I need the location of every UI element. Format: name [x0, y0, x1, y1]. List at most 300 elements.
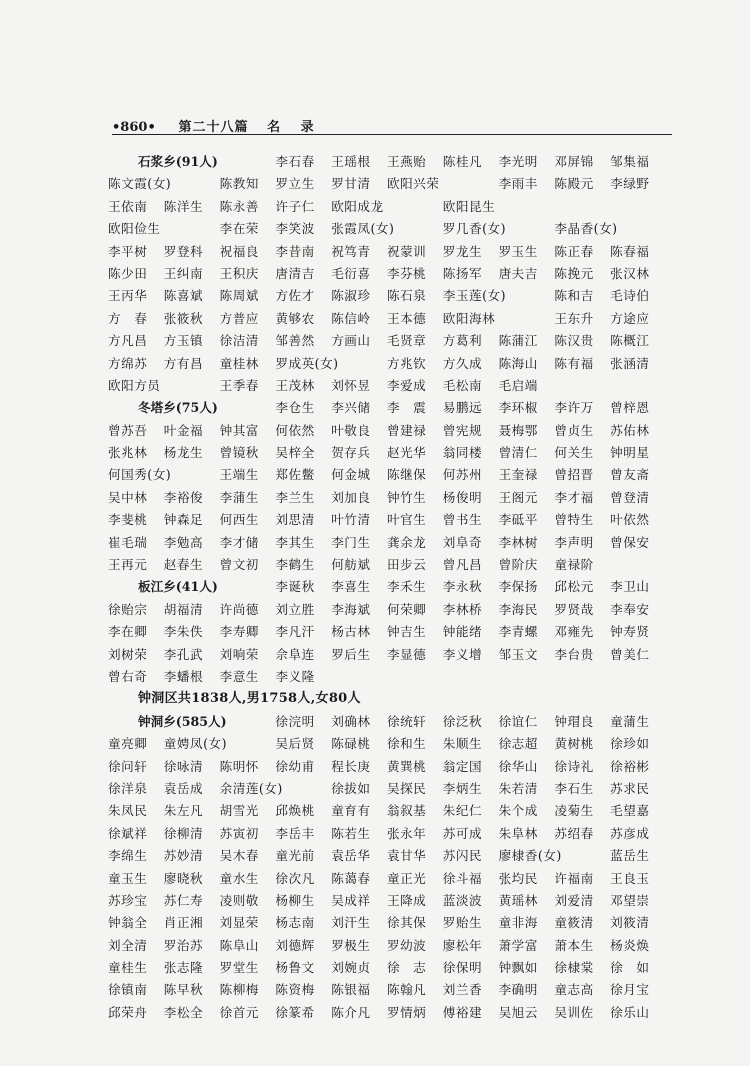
name-row: [108, 464, 678, 486]
person-name: 罗登科: [163, 243, 204, 259]
person-name: 曾登清: [610, 489, 650, 505]
person-name: 钟吉生: [386, 624, 427, 640]
person-name: 陈若生: [331, 825, 371, 841]
person-name: 朱阜林: [498, 825, 538, 841]
person-name: 吴旭云: [498, 1004, 538, 1020]
person-name: 杨柳生: [275, 892, 315, 908]
person-name: 陈石泉: [386, 288, 427, 304]
person-name: 陈汉贵: [554, 333, 594, 349]
person-name: 何国秀(女): [108, 467, 172, 483]
person-name: 黄瑶林: [498, 892, 538, 908]
person-name: 童娉凤(女): [163, 736, 227, 752]
page-header: [112, 116, 672, 135]
person-name: 李松全: [163, 1004, 204, 1020]
person-name: 刘加良: [331, 489, 371, 505]
person-name: 李笑波: [275, 221, 315, 237]
person-name: 邹善然: [275, 333, 315, 349]
person-name: 李砥平: [498, 512, 538, 528]
person-name: 钟寿贤: [610, 624, 650, 640]
person-name: 欧阳方员: [108, 377, 161, 393]
person-name: 陈和吉: [554, 288, 594, 304]
name-row: [108, 375, 678, 397]
person-name: 童筱清: [554, 915, 594, 931]
person-name: 陈银福: [331, 982, 371, 998]
person-name: 黄树桃: [554, 736, 594, 752]
person-name: 徐乐山: [610, 1004, 650, 1020]
person-name: 聂梅鄂: [498, 422, 538, 438]
person-name: 毛贤章: [386, 333, 427, 349]
person-name: 李林树: [498, 534, 538, 550]
person-name: 徐浣明: [275, 713, 315, 729]
person-name: 杨鲁文: [275, 960, 315, 976]
person-name: 童玉生: [108, 870, 148, 886]
township-heading: 板江乡(41人): [138, 579, 218, 595]
person-name: 徐洋泉: [108, 780, 148, 796]
person-name: 徐珍如: [610, 736, 650, 752]
person-name: 刘德辉: [275, 937, 315, 953]
person-name: 易鹏远: [442, 400, 483, 416]
person-name: 曾建禄: [386, 422, 427, 438]
person-name: 罗后生: [331, 646, 371, 662]
person-name: 曾右奇: [108, 668, 148, 684]
name-row: [108, 845, 678, 867]
person-name: 李平树: [108, 243, 148, 259]
person-name: 方绵苏: [108, 355, 148, 371]
person-name: 欧阳兴荣: [386, 176, 440, 192]
person-name: 李朱佚: [163, 624, 204, 640]
person-name: 徐诗礼: [554, 758, 594, 774]
person-name: 何荣卿: [386, 601, 427, 617]
person-name: 方 春: [108, 310, 148, 326]
person-name: 罗成英(女): [275, 355, 339, 371]
person-name: 李昔南: [275, 243, 315, 259]
person-name: 罗幼波: [386, 937, 427, 953]
person-name: 苏求民: [610, 780, 650, 796]
person-name: 罗堂生: [219, 960, 259, 976]
person-name: 童正光: [386, 870, 427, 886]
person-name: 陈殿元: [554, 176, 594, 192]
person-name: 朱左凡: [163, 803, 204, 819]
person-name: 欧阳昆生: [442, 198, 496, 214]
person-name: 钟其富: [219, 422, 259, 438]
person-name: 欧阳海林: [442, 310, 496, 326]
person-name: 吴成祥: [331, 892, 371, 908]
person-name: 李奉安: [610, 601, 650, 617]
person-name: 凌菊生: [554, 803, 594, 819]
person-name: 许子仁: [275, 198, 315, 214]
person-name: 陈阜山: [219, 937, 259, 953]
person-name: 毛衍喜: [331, 265, 371, 281]
person-name: 邹集福: [610, 154, 650, 169]
person-name: 曾招晋: [554, 467, 594, 483]
person-name: 李芬桃: [386, 265, 427, 281]
name-row: [108, 285, 678, 307]
person-name: 李显德: [386, 646, 427, 662]
person-name: 徐华山: [498, 758, 538, 774]
person-name: 祝福良: [219, 243, 259, 259]
person-name: 李晶香(女): [554, 221, 618, 237]
person-name: 王端生: [219, 467, 259, 483]
person-name: 王积庆: [219, 265, 259, 281]
person-name: 毛松南: [442, 377, 483, 393]
person-name: 佘阜连: [275, 646, 315, 662]
person-name: 陈永善: [219, 198, 259, 214]
person-name: 胡福清: [163, 601, 204, 617]
person-name: 唐清吉: [275, 265, 315, 281]
person-name: 萧学富: [498, 937, 538, 953]
person-name: 胡雪光: [219, 803, 259, 819]
person-name: 童水生: [219, 870, 259, 886]
person-name: 李勉高: [163, 534, 204, 550]
person-name: 方葛利: [442, 333, 483, 349]
person-name: 罗极生: [331, 937, 371, 953]
name-row: [108, 442, 678, 464]
person-name: 何依然: [275, 422, 315, 438]
person-name: 徐斗福: [442, 870, 483, 886]
person-name: 曾凡昌: [442, 557, 483, 573]
person-name: 李裕俊: [163, 489, 204, 505]
person-name: 陈正春: [554, 243, 594, 259]
person-name: 袁岳成: [163, 780, 204, 796]
person-name: 翁叙基: [386, 803, 427, 819]
person-name: 钟明星: [610, 445, 650, 461]
person-name: 曾苏吾: [108, 422, 148, 438]
person-name: 朱若清: [498, 780, 538, 796]
person-name: 张兆林: [108, 445, 148, 461]
person-name: 李石春: [275, 154, 315, 169]
person-name: 童桂林: [219, 355, 259, 371]
person-name: 袁岳华: [331, 848, 371, 864]
name-row: [108, 576, 678, 598]
person-name: 王奎禄: [498, 467, 538, 483]
person-name: 罗几香(女): [442, 221, 506, 237]
person-name: 李禾生: [386, 579, 427, 595]
person-name: 童育有: [331, 803, 371, 819]
person-name: 徐柳清: [163, 825, 204, 841]
person-name: 龚余龙: [386, 534, 427, 550]
person-name: 徐次凡: [275, 870, 315, 886]
name-row: [108, 800, 678, 822]
person-name: 何西生: [219, 512, 259, 528]
person-name: 王降成: [386, 892, 427, 908]
person-name: 苏妙清: [163, 848, 204, 864]
person-name: 徐篆希: [275, 1004, 315, 1020]
person-name: 苏彦成: [610, 825, 650, 841]
person-name: 贺存兵: [331, 445, 371, 461]
person-name: 李炳生: [442, 780, 483, 796]
person-name: 邱松元: [554, 579, 594, 595]
person-name: 徐和生: [386, 736, 427, 752]
person-name: 方久成: [442, 355, 483, 371]
person-name: 刘立胜: [275, 601, 315, 617]
person-name: 曾梓恩: [610, 400, 650, 416]
person-name: 方玉镇: [163, 333, 204, 349]
person-name: 苏珍宝: [108, 892, 148, 908]
person-name: 李凡汗: [275, 624, 315, 640]
person-name: 王瑶根: [331, 154, 371, 169]
person-name: 杨俊明: [442, 489, 483, 505]
person-name: 陈信岭: [331, 310, 371, 326]
person-name: 张永年: [386, 825, 427, 841]
section-title: 名 录: [267, 120, 322, 135]
name-row: [108, 241, 678, 263]
person-name: 刘汗生: [331, 915, 371, 931]
person-name: 方画山: [331, 333, 371, 349]
name-row: [108, 487, 678, 509]
person-name: 许尚德: [219, 601, 259, 617]
person-name: 李环椒: [498, 400, 538, 416]
person-name: 王本德: [386, 310, 427, 326]
person-name: 李雨丰: [498, 176, 538, 192]
person-name: 毛启端: [498, 377, 538, 393]
person-name: 罗情炳: [386, 1004, 427, 1020]
person-name: 钟飘如: [498, 960, 538, 976]
name-row: [108, 979, 678, 1001]
person-name: 李蟠根: [163, 668, 204, 684]
person-name: 吴中林: [108, 489, 148, 505]
person-name: 苏可成: [442, 825, 483, 841]
person-name: 李意生: [219, 668, 259, 684]
name-row: [108, 756, 678, 778]
person-name: 凌则敬: [219, 892, 259, 908]
name-row: [108, 957, 678, 979]
person-name: 吴训佐: [554, 1004, 594, 1020]
person-name: 曾贞生: [554, 422, 594, 438]
person-name: 陈柳梅: [219, 982, 259, 998]
person-name: 祝蒙训: [386, 243, 427, 259]
person-name: 叶依然: [610, 512, 650, 528]
person-name: 罗玉生: [498, 243, 538, 259]
person-name: 陈少田: [108, 265, 148, 281]
person-name: 方兆钦: [386, 355, 427, 371]
person-name: 叶敬良: [331, 422, 371, 438]
person-name: 陈淑珍: [331, 288, 371, 304]
person-name: 刘思清: [275, 512, 315, 528]
person-name: 叶金福: [163, 422, 204, 438]
name-row: [108, 532, 678, 554]
township-heading: 钟洞乡(585人): [138, 713, 227, 729]
person-name: 徐谊仁: [498, 713, 538, 729]
person-name: 罗贤哉: [554, 601, 594, 617]
person-name: 叶竹清: [331, 512, 371, 528]
person-name: 苏仁寿: [163, 892, 204, 908]
name-row: [108, 330, 678, 352]
person-name: 翁定国: [442, 758, 483, 774]
name-row: [108, 397, 678, 419]
person-name: 刘怀昱: [331, 377, 371, 393]
name-row: [108, 509, 678, 531]
person-name: 吴木春: [219, 848, 259, 864]
name-row: [108, 778, 678, 800]
person-name: 赵春生: [163, 557, 204, 573]
person-name: 徐裕彬: [610, 758, 650, 774]
person-name: 陈翰凡: [386, 982, 427, 998]
person-name: 李海民: [498, 601, 538, 617]
person-name: 廖松年: [442, 937, 483, 953]
person-name: 李蒲生: [219, 489, 259, 505]
person-name: 曾特生: [554, 512, 594, 528]
person-name: 毛诗伯: [610, 288, 650, 304]
person-name: 徐首元: [219, 1004, 259, 1020]
person-name: 徐月宝: [610, 982, 650, 998]
person-name: 蓝淡波: [442, 892, 483, 908]
person-name: 童非海: [498, 915, 538, 931]
person-name: 李保扬: [498, 579, 538, 595]
person-name: 陈碌桃: [331, 736, 371, 752]
person-name: 李青螺: [498, 624, 538, 640]
person-name: 张涵清: [610, 355, 650, 371]
person-name: 邓屏锦: [554, 154, 594, 169]
name-row: [108, 912, 678, 934]
person-name: 李才福: [554, 489, 594, 505]
person-name: 罗贻生: [442, 915, 483, 931]
name-row: [108, 733, 678, 755]
person-name: 陈桂凡: [442, 154, 483, 169]
person-name: 苏寅初: [219, 825, 259, 841]
person-name: 张霞凤(女): [331, 221, 395, 237]
person-name: 曾美仁: [610, 646, 650, 662]
person-name: 程长庚: [331, 758, 371, 774]
name-list: [108, 151, 678, 1024]
person-name: 王再元: [108, 557, 148, 573]
person-name: 陈扬军: [442, 265, 483, 281]
person-name: 陈教知: [219, 176, 259, 192]
person-name: 邹玉文: [498, 646, 538, 662]
person-name: 徐 志: [386, 960, 427, 976]
person-name: 李鹤生: [275, 557, 315, 573]
person-name: 萧本生: [554, 937, 594, 953]
person-name: 徐 如: [610, 960, 650, 976]
person-name: 李喜生: [331, 579, 371, 595]
person-name: 王依南: [108, 198, 148, 214]
person-name: 刘显荣: [219, 915, 259, 931]
name-row: [108, 890, 678, 912]
person-name: 陈介凡: [331, 1004, 371, 1020]
person-name: 朱个成: [498, 803, 538, 819]
person-name: 苏绍春: [554, 825, 594, 841]
person-name: 李义增: [442, 646, 483, 662]
name-row: [108, 263, 678, 285]
person-name: 苏闪民: [442, 848, 483, 864]
person-name: 钟瑁良: [554, 713, 594, 729]
person-name: 王丙华: [108, 288, 148, 304]
person-name: 徐统轩: [386, 713, 427, 729]
person-name: 欧阳俭生: [108, 221, 161, 237]
district-summary: 钟洞区共1838人,男1758人,女80人: [138, 691, 361, 707]
name-row: [108, 711, 678, 733]
person-name: 张均民: [498, 870, 538, 886]
person-name: 刘筱清: [610, 915, 650, 931]
person-name: 曾书生: [442, 512, 483, 528]
township-heading: 冬塔乡(75人): [138, 400, 218, 416]
person-name: 袁甘华: [386, 848, 427, 864]
person-name: 陈概江: [610, 333, 650, 349]
person-name: 钟森足: [163, 512, 204, 528]
person-name: 廖晓秋: [163, 870, 204, 886]
person-name: 王东升: [554, 310, 594, 326]
person-name: 陈蔼春: [331, 870, 371, 886]
person-name: 李 震: [386, 400, 427, 416]
person-name: 刘爱清: [554, 892, 594, 908]
person-name: 曾文初: [219, 557, 259, 573]
person-name: 朱顺生: [442, 736, 483, 752]
name-row: [108, 1002, 678, 1024]
person-name: 陈海山: [498, 355, 538, 371]
person-name: 罗立生: [275, 176, 315, 192]
name-row: [108, 196, 678, 218]
person-name: 徐洁清: [219, 333, 259, 349]
person-name: 陈洋生: [163, 198, 204, 214]
person-name: 邓雍先: [554, 624, 594, 640]
person-name: 李在卿: [108, 624, 148, 640]
person-name: 李在荣: [219, 221, 259, 237]
person-name: 邓望崇: [610, 892, 650, 908]
section-label: 第二十八篇: [178, 120, 249, 135]
person-name: 傅裕建: [442, 1004, 483, 1020]
person-name: 徐斌祥: [108, 825, 148, 841]
person-name: 何苏州: [442, 467, 483, 483]
name-row: [108, 599, 678, 621]
person-name: 童亮卿: [108, 736, 148, 752]
person-name: 李斐桃: [108, 512, 148, 528]
person-name: 张志隆: [163, 960, 204, 976]
person-name: 罗治苏: [163, 937, 204, 953]
person-name: 李确明: [498, 982, 538, 998]
person-name: 罗龙生: [442, 243, 483, 259]
person-name: 毛望嘉: [610, 803, 650, 819]
person-name: 刘阜奇: [442, 534, 483, 550]
person-name: 王燕贻: [386, 154, 427, 169]
person-name: 叶官生: [386, 512, 427, 528]
person-name: 徐镇南: [108, 982, 148, 998]
person-name: 黄巽桃: [386, 758, 427, 774]
person-name: 李光明: [498, 154, 538, 169]
person-name: 邱荣舟: [108, 1004, 148, 1020]
person-name: 陈有福: [554, 355, 594, 371]
person-name: 翁同楼: [442, 445, 483, 461]
person-name: 徐咏清: [163, 758, 204, 774]
person-name: 李林桥: [442, 601, 483, 617]
person-name: 徐幼甫: [275, 758, 315, 774]
person-name: 李石生: [554, 780, 594, 796]
person-name: 李门生: [331, 534, 371, 550]
person-name: 曾清仁: [498, 445, 538, 461]
person-name: 王良玉: [610, 870, 650, 886]
name-row: [108, 666, 678, 688]
person-name: 刘树荣: [108, 646, 148, 662]
person-name: 李许万: [554, 400, 594, 416]
person-name: 徐保明: [442, 960, 483, 976]
person-name: 吴梓全: [275, 445, 315, 461]
person-name: 李爱成: [386, 377, 427, 393]
person-name: 方佐才: [275, 288, 315, 304]
district-summary-line: [108, 688, 678, 710]
person-name: 李绿野: [610, 176, 650, 192]
person-name: 崔毛瑞: [108, 534, 148, 550]
person-name: 徐志超: [498, 736, 538, 752]
person-name: 徐问轩: [108, 758, 148, 774]
person-name: 杨龙生: [163, 445, 204, 461]
person-name: 陈周斌: [219, 288, 259, 304]
person-name: 罗甘清: [331, 176, 371, 192]
person-name: 方普应: [219, 310, 259, 326]
person-name: 徐贻宗: [108, 601, 148, 617]
person-name: 曾保安: [610, 534, 650, 550]
person-name: 李绵生: [108, 848, 148, 864]
person-name: 李永秋: [442, 579, 483, 595]
person-name: 陈喜斌: [163, 288, 204, 304]
name-row: [108, 935, 678, 957]
